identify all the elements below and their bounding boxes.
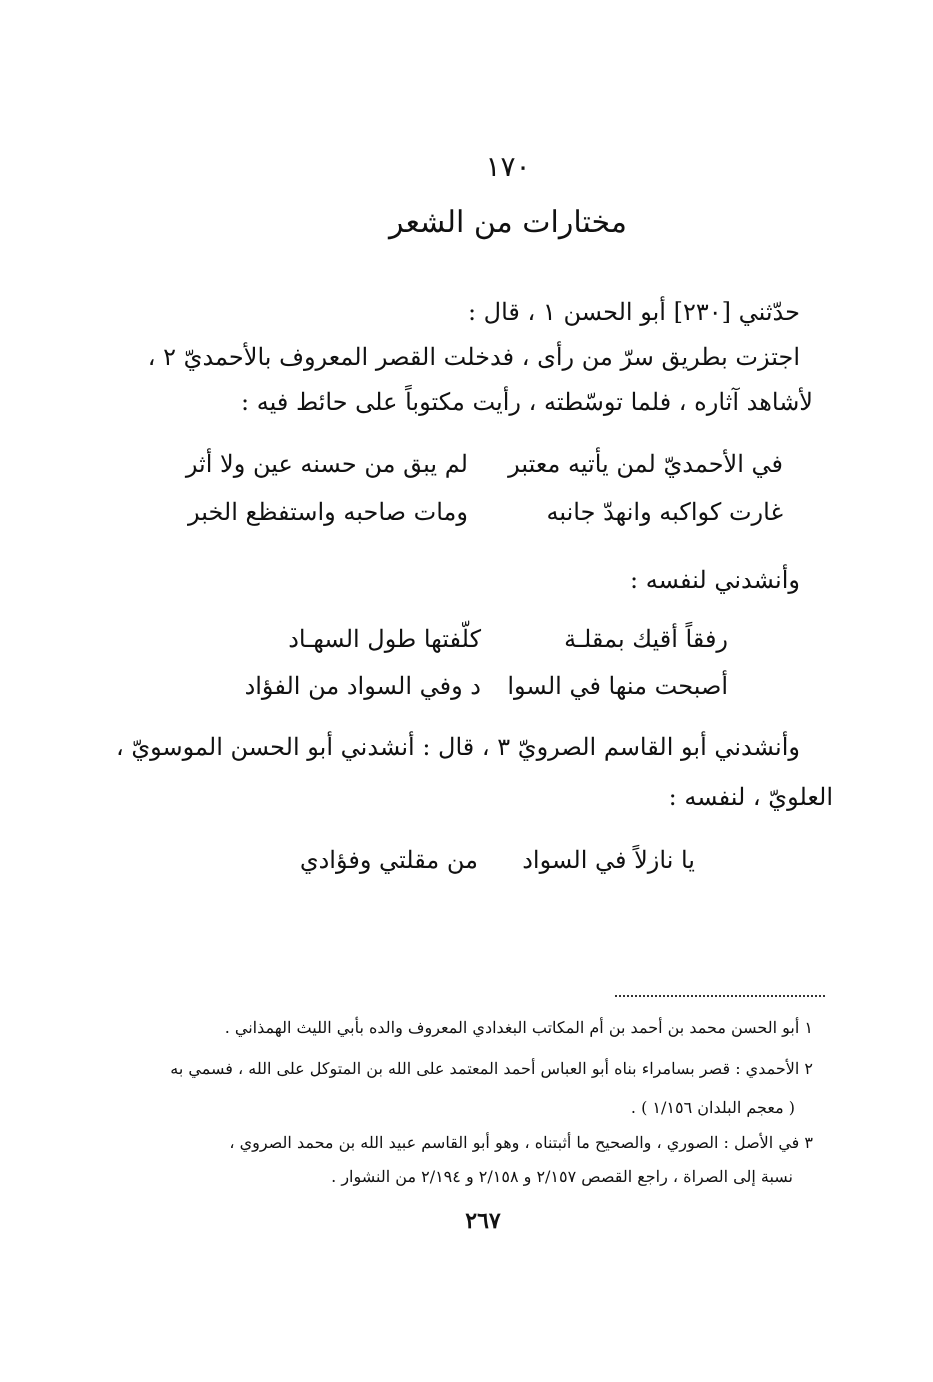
poem1-verse2-first-hemistich: غارت كواكبه وانهدّ جانبه: [546, 498, 783, 526]
prose-line-2: اجتزت بطريق سرّ من رأى ، فدخلت القصر المعروف بالأحمديّ ٢ ،: [147, 343, 800, 371]
footnote-3-line-2: نسبة إلى الصراة ، راجع القصص ٢/١٥٧ و ٢/١٥٨ و ٢/١٩٤ من النشوار .: [331, 1167, 793, 1186]
poem1-verse1-second-hemistich: لم يبق من حسنه عين ولا أثر: [185, 450, 468, 478]
prose-line-3: لأشاهد آثاره ، فلما توسّطته ، رأيت مكتوباً على حائط فيه :: [241, 388, 813, 416]
entry-number: ١٧٠: [485, 150, 531, 183]
poem3-intro-line-2: العلويّ ، لنفسه :: [668, 783, 833, 811]
poem1-verse1-first-hemistich: في الأحمديّ لمن يأتيه معتبر: [508, 450, 783, 478]
poem3-intro-line-1: وأنشدني أبو القاسم الصرويّ ٣ ، قال : أنشدني أبو الحسن الموسويّ ،: [115, 733, 800, 761]
page-number: ٢٦٧: [465, 1208, 501, 1234]
poem2-intro: وأنشدني لنفسه :: [630, 566, 800, 594]
poem3-verse1-first-hemistich: يا نازلاً في السواد: [522, 846, 695, 874]
prose-line-1: حدّثني [٢٣٠] أبو الحسن ١ ، قال :: [467, 298, 800, 326]
entry-title: مختارات من الشعر: [389, 205, 627, 240]
poem3-verse1-second-hemistich: من مقلتي وفؤادي: [299, 846, 478, 874]
footnote-3-line-1: ٣ في الأصل : الصوري ، والصحيح ما أثبتناه ، وهو أبو القاسم عبيد الله بن محمد الصروي ،: [229, 1133, 813, 1152]
footnote-2-line-1: ٢ الأحمدي : قصر بسامراء بناه أبو العباس أحمد المعتمد على الله بن المتوكل على الله ، فسمي به: [170, 1059, 813, 1078]
footnote-2-line-2: ( معجم البلدان ١/١٥٦ ) .: [630, 1098, 795, 1117]
poem2-verse1-first-hemistich: رفقاً أقيك بمقلـة: [564, 625, 728, 653]
poem2-verse2-second-hemistich: د وفي السواد من الفؤاد: [244, 672, 481, 700]
poem1-verse2-second-hemistich: ومات صاحبه واستفظع الخبر: [187, 498, 468, 526]
footnote-1: ١ أبو الحسن محمد بن أحمد بن أم المكاتب البغدادي المعروف والده بأبي الليث الهمذاني .: [224, 1018, 813, 1037]
poem2-verse1-second-hemistich: كلّفتها طول السهـاد: [288, 625, 481, 653]
footnote-separator: [615, 995, 825, 997]
poem2-verse2-first-hemistich: أصبحت منها في السوا: [507, 672, 728, 700]
